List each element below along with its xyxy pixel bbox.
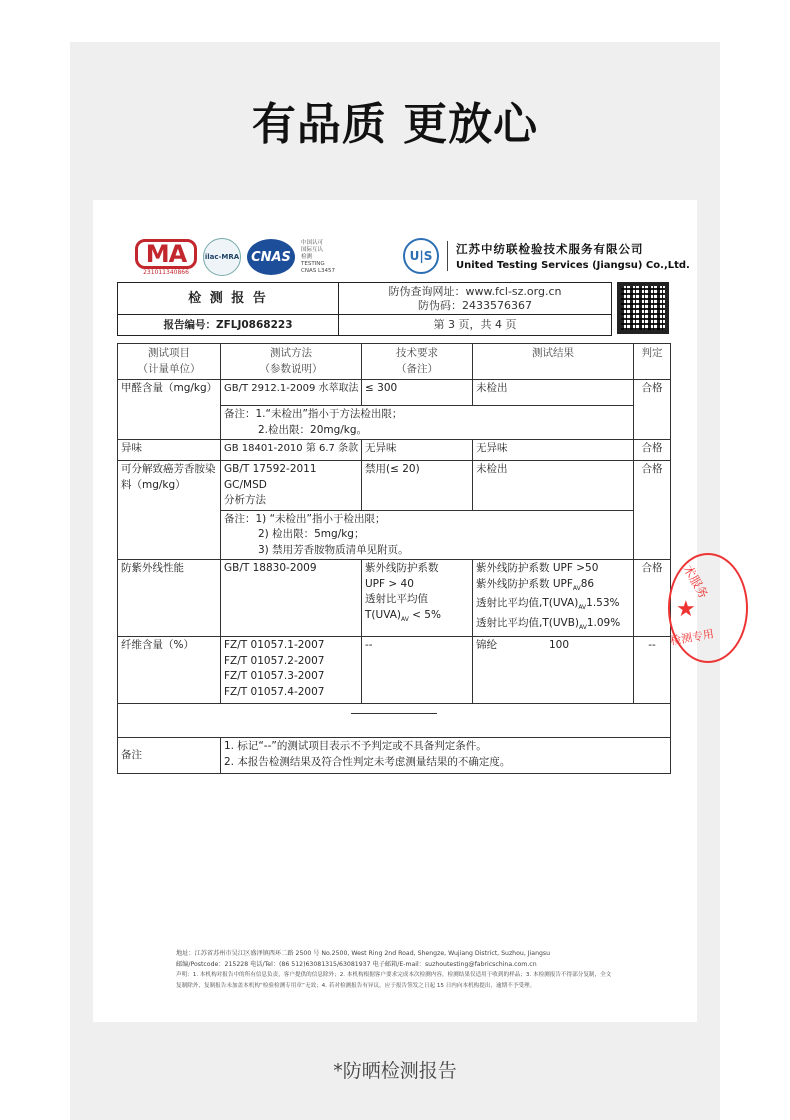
- star-icon: ★: [676, 597, 696, 622]
- stamp-text: 术服务: [680, 562, 711, 601]
- cma-number: 231011340866: [143, 268, 189, 276]
- accreditation-logos: [135, 238, 335, 276]
- verdict-cell: 合格: [634, 560, 671, 637]
- method-cell: GB/T 2912.1-2009 水萃取法: [221, 380, 362, 406]
- qr-code[interactable]: [617, 282, 669, 334]
- verdict-cell: 合格: [634, 440, 671, 461]
- report-header-box: [117, 282, 612, 336]
- cnas-logo: CNAS: [247, 239, 295, 275]
- footer-disclaimer: 声明：1. 本机构对报告中的所有信息负责，客户提供的信息除外；2. 本机构根据客户要求完成本次检测内容，检测结果仅适用于收到的样品；3. 本检测报告不得部分复制，全文复制除外，复制报告未加盖本机构“检验检测专用章”无效；4. 若对检测报告有异议，应于报告签发之日起 15 日内向本机构提出，逾期不予受理。: [176, 972, 612, 989]
- method-cell: GB 18401-2010 第 6.7 条款: [221, 440, 362, 461]
- table-row: [118, 637, 671, 704]
- footer-address: 地址：江苏省苏州市吴江区盛泽镇西环二路 2500 号 No.2500, West Ring 2nd Road, Shengze, Wujiang District, Suzhou, Jiangsu: [176, 950, 551, 957]
- verify-code: 防伪码：2433576367: [418, 298, 532, 312]
- page-title: 有品质 更放心: [251, 99, 539, 150]
- page-indicator: 第 3 页，共 4 页: [433, 318, 517, 331]
- requirement-cell: 禁用(≤ 20): [362, 461, 473, 511]
- footer-contact: 邮编/Postcode：215228 电话/Tel：(86 512)63081315/63081937 电子邮箱/E-mail：suzhoutesting@fabricschina.com.cn: [176, 961, 537, 968]
- cma-logo: [135, 239, 197, 276]
- table-row: [118, 461, 671, 511]
- item-cell: 异味: [118, 440, 221, 461]
- requirement-cell: ≤ 300: [362, 380, 473, 406]
- company-name-cn: 江苏中纺联检验技术服务有限公司: [456, 242, 644, 256]
- company-header: [403, 238, 690, 274]
- result-cell: 锦纶 100: [473, 637, 634, 704]
- remarks-label: 备注: [118, 738, 221, 774]
- remarks-cell: 1. 标记“--”的测试项目表示不予判定或不具备判定条件。 2. 本报告检测结果及符合性判定未考虑测量结果的不确定度。: [221, 738, 671, 774]
- requirement-cell: 无异味: [362, 440, 473, 461]
- col-header-requirement: 技术要求 （备注）: [362, 344, 473, 380]
- report-number: 报告编号：ZFLJ0868223: [118, 315, 339, 335]
- requirement-cell: 紫外线防护系数 UPF > 40 透射比平均值 $T(UVA)_{AV} < 5\%$: [362, 560, 473, 637]
- cnas-line: 检测: [301, 253, 313, 260]
- table-row: [118, 440, 671, 461]
- report-title: 检 测 报 告: [118, 283, 339, 315]
- table-header-row: [118, 344, 671, 380]
- verdict-cell: --: [634, 637, 671, 704]
- blank-cell: [118, 704, 671, 738]
- item-cell: 甲醛含量（mg/kg）: [118, 380, 221, 440]
- method-cell: GB/T 18830-2009: [221, 560, 362, 637]
- cnas-line: TESTING: [301, 260, 325, 267]
- method-cell: FZ/T 01057.1-2007 FZ/T 01057.2-2007 FZ/T 01057.3-2007 FZ/T 01057.4-2007: [221, 637, 362, 704]
- verdict-cell: 合格: [634, 461, 671, 560]
- end-line: [351, 713, 437, 714]
- col-header-method: 测试方法 （参数说明）: [221, 344, 362, 380]
- verdict-cell: 合格: [634, 380, 671, 440]
- note-cell: 备注：1) “未检出”指小于检出限； 2) 检出限：5mg/kg； 3) 禁用芳香胺物质清单见附页。: [221, 510, 634, 560]
- cnas-line: 国际互认: [301, 246, 324, 253]
- result-cell: 紫外线防护系数 UPF >50 紫外线防护系数 $UPF_{AV}86$ 透射比平均值$,T(UVA)_{AV}1.53\%$ 透射比平均值$,T(UVB)_{AV}1.09\%$: [473, 560, 634, 637]
- caption: *防晒检测报告: [333, 1060, 457, 1082]
- blank-row: [118, 704, 671, 738]
- cnas-text: [301, 240, 335, 275]
- col-header-verdict: 判定: [634, 344, 671, 380]
- ilac-logo: ilac-MRA: [203, 238, 241, 276]
- cnas-line: 中国认可: [301, 239, 324, 246]
- method-cell: GB/T 17592-2011 GC/MSD 分析方法: [221, 461, 362, 511]
- col-header-result: 测试结果: [473, 344, 634, 380]
- cnas-line: CNAS L3457: [301, 267, 336, 274]
- company-name-en: United Testing Services (Jiangsu) Co.,Ltd.: [456, 260, 690, 271]
- red-stamp: [668, 553, 748, 663]
- test-results-table: [117, 343, 671, 774]
- footer: [176, 948, 616, 992]
- item-cell: 防紫外线性能: [118, 560, 221, 637]
- cma-mark: MA: [135, 239, 197, 269]
- item-cell: 可分解致癌芳香胺染料（mg/kg）: [118, 461, 221, 560]
- uts-logo: U|S: [403, 238, 439, 274]
- verify-url: 防伪查询网址：www.fcl-sz.org.cn: [388, 284, 562, 298]
- item-cell: 纤维含量（%）: [118, 637, 221, 704]
- stamp-text: 检测专用: [669, 627, 715, 648]
- result-cell: 未检出: [473, 461, 634, 511]
- table-row: [118, 560, 671, 637]
- result-cell: 未检出: [473, 380, 634, 406]
- remarks-row: [118, 738, 671, 774]
- col-header-item: 测试项目 （计量单位）: [118, 344, 221, 380]
- divider: [447, 241, 448, 271]
- note-cell: 备注：1.“未检出”指小于方法检出限； 2.检出限：20mg/kg。: [221, 406, 634, 440]
- requirement-cell: --: [362, 637, 473, 704]
- verify-info: [339, 283, 611, 315]
- table-row: [118, 380, 671, 406]
- result-cell: 无异味: [473, 440, 634, 461]
